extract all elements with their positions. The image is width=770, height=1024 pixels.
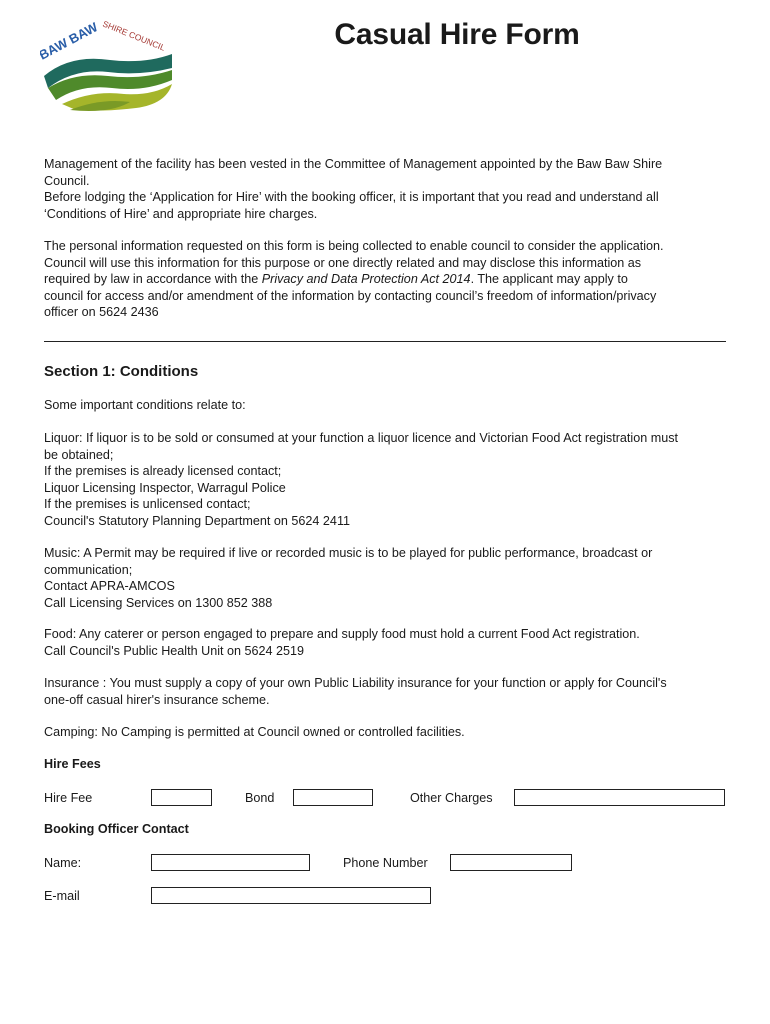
liquor-condition: [44, 430, 730, 529]
privacy-line: Council will use this information for this purpose or one directly related and may disclose this information as: [44, 255, 642, 270]
conditions-intro: Some important conditions relate to:: [44, 398, 246, 412]
section-heading: Section 1: Conditions: [44, 363, 199, 380]
condition-line: Food: Any caterer or person engaged to prepare and supply food must hold a current Food Act registration.: [44, 627, 640, 641]
bond-input[interactable]: [293, 789, 373, 806]
condition-line: If the premises is already licensed contact;: [44, 464, 282, 478]
other-charges-input[interactable]: [514, 789, 725, 806]
privacy-line: The personal information requested on this form is being collected to enable council to consider the application.: [44, 239, 664, 253]
svg-text:SHIRE COUNCIL: SHIRE COUNCIL: [101, 18, 167, 53]
music-condition: [44, 545, 730, 611]
privacy-line: [44, 271, 730, 288]
condition-line: Call Council's Public Health Unit on 5624 2519: [44, 643, 305, 658]
svg-text:BAW BAW: BAW BAW: [40, 19, 101, 63]
condition-line: Council's Statutory Planning Department on 5624 2411: [44, 513, 351, 528]
intro-line: Council.: [44, 173, 90, 188]
privacy-paragraph: [44, 238, 730, 321]
booking-officer-heading: Booking Officer Contact: [44, 822, 189, 836]
camping-condition: Camping: No Camping is permitted at Council owned or controlled facilities.: [44, 725, 465, 739]
hire-fee-input[interactable]: [151, 789, 212, 806]
name-input[interactable]: [151, 854, 310, 871]
condition-line: Call Licensing Services on 1300 852 388: [44, 595, 273, 610]
section-divider: [44, 341, 726, 342]
other-charges-label: Other Charges: [410, 791, 493, 805]
name-label: Name:: [44, 856, 82, 870]
phone-input[interactable]: [450, 854, 572, 871]
hire-fee-label: Hire Fee: [44, 791, 93, 805]
phone-label: Phone Number: [343, 856, 428, 870]
food-condition: [44, 626, 730, 659]
condition-line: Music: A Permit may be required if live or recorded music is to be played for public performance, broadcast or: [44, 546, 653, 560]
condition-line: one-off casual hirer's insurance scheme.: [44, 692, 270, 707]
email-label: E-mail: [44, 889, 80, 903]
condition-line: Liquor Licensing Inspector, Warragul Police: [44, 480, 286, 495]
intro-line: Before lodging the ‘Application for Hire’ with the booking officer, it is important that you read and understand all: [44, 190, 659, 204]
privacy-line: officer on 5624 2436: [44, 305, 159, 319]
condition-line: Liquor: If liquor is to be sold or consumed at your function a liquor licence and Victorian Food Act registration must: [44, 431, 678, 445]
condition-line: communication;: [44, 562, 133, 577]
intro-line: Management of the facility has been vested in the Committee of Management appointed by the Baw Baw Shire: [44, 157, 663, 171]
condition-line: Insurance : You must supply a copy of your own Public Liability insurance for your function or apply for Council's: [44, 676, 667, 690]
intro-paragraph: [44, 156, 730, 222]
bond-label: Bond: [245, 791, 275, 805]
hire-fees-heading: Hire Fees: [44, 757, 101, 771]
intro-line: ‘Conditions of Hire’ and appropriate hire charges.: [44, 206, 318, 221]
insurance-condition: [44, 675, 730, 708]
email-input[interactable]: [151, 887, 431, 904]
privacy-line-pre: required by law in accordance with the: [44, 272, 262, 286]
condition-line: Contact APRA-AMCOS: [44, 579, 175, 593]
privacy-line: council for access and/or amendment of the information by contacting council’s freedom of information/privacy: [44, 288, 657, 303]
condition-line: If the premises is unlicensed contact;: [44, 497, 251, 511]
condition-line: be obtained;: [44, 447, 114, 462]
page-title: Casual Hire Form: [334, 18, 580, 51]
privacy-line-post: . The applicant may apply to: [470, 272, 628, 286]
privacy-act-name: Privacy and Data Protection Act 2014: [261, 272, 471, 286]
